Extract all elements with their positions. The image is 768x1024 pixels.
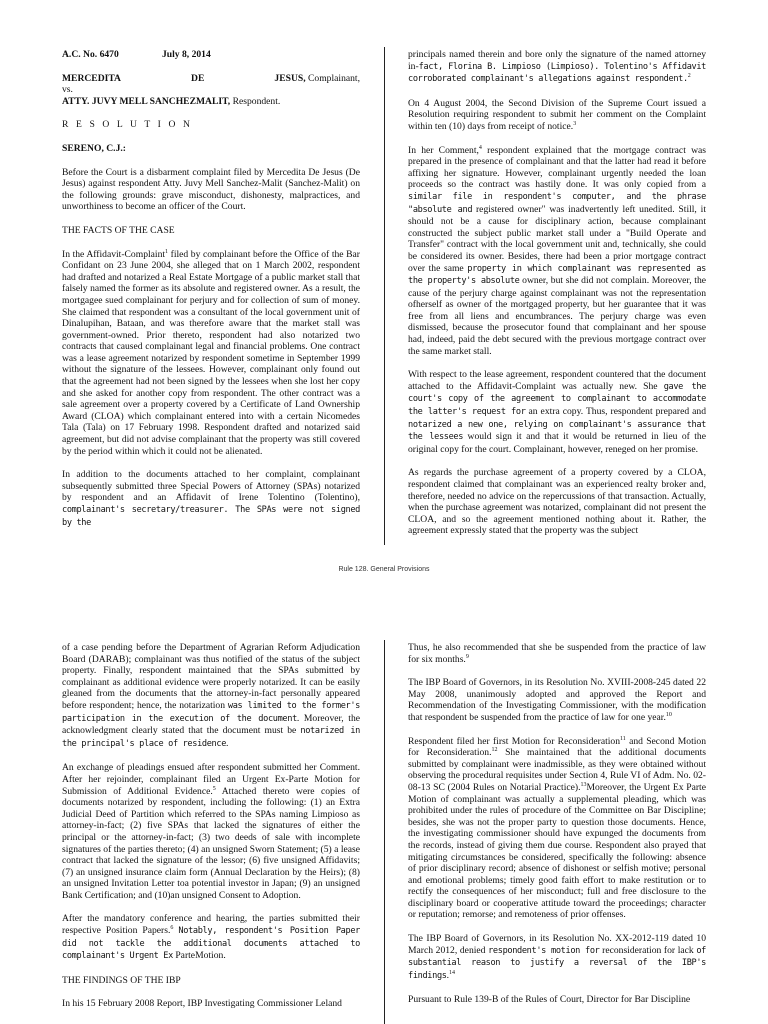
l3-text-d: ParteMotion. xyxy=(172,950,226,962)
r2-text: On 4 August 2004, the Second Division of the Supreme Court issued a Resolution requiring respondent to submit her comment on the Complaint within ten (10) days from receipt of notice. xyxy=(408,97,706,132)
footnote-ref-14: 14 xyxy=(449,969,455,976)
resolution-title: R E S O L U T I O N xyxy=(62,119,193,131)
page-footer: Rule 128. General Provisions xyxy=(338,566,430,573)
case-header xyxy=(62,49,360,61)
column-divider-bottom xyxy=(384,640,385,1024)
case-number: A.C. No. 6470 xyxy=(62,49,119,60)
top-left-column xyxy=(62,49,360,541)
l1-text-c: . Moreover, the acknowledgment clearly stated that the document must be xyxy=(62,712,360,737)
l2-text-a: An exchange of pleadings ensued after respondent submitted her Comment. After her rejoinder, complainant filed an Urgent Ex-Parte Motion for Submission of Additional Evidence. xyxy=(62,762,360,797)
l2-text-b: Attached thereto were copies of documents notarized by respondent, including the following: (1) an Extra Judicial Deed of Partition which referred to the SPAs naming Limpioso as attorney-in-fact; (2) five SPAs that lacked the signatures of either the principal or the attorney-in-fact; (3) two deeds of sale with incomplete signatures of the parties thereto; (4) an unsigned Sworn Statement; (5) a lease contract that lacked the signature of the lessor; (6) five unsigned Affidavits; (7) an unsigned insurance claim form (Annual Declaration by the Heirs); (8) an unsigned Invitation Letter toa potential investor in Japan; (9) an unsigned Bank Certification; and (10)an unsigned Consent to Adoption. xyxy=(62,785,360,901)
party1-c-wrap xyxy=(274,73,360,85)
footnote-ref-12: 12 xyxy=(491,746,498,753)
br4-text-a: The IBP Board of Governors, in its Resolution No. XX-2012-119 dated 10 March 2012, denied xyxy=(408,933,706,956)
ponente: SERENO, C.J.: xyxy=(62,142,126,154)
footnote-ref-1: 1 xyxy=(165,248,169,255)
footnote-ref-10: 10 xyxy=(665,711,672,718)
r3-text-f: owner, but she did not complain. Moreover, the cause of the perjury charge against complainant was not the representation ofherself as owner of the mortgaged property, but her guarantee that it was free from all liens and encumbrances. The perjury charge was even dismissed, because the prosecutor found that complainant and her spouse had, indeed, paid the debt secured with the previous mortgage contract over the same market stall. xyxy=(408,275,706,357)
br4-text-b: respondent's motion for xyxy=(488,945,600,956)
r4-text-c: an extra copy. Thus, respondent prepared and xyxy=(525,406,706,418)
r1-text-a: principals named therein and bore only the signature of the named attorney in- xyxy=(408,49,706,72)
right-paragraph-5: As regards the purchase agreement of a property covered by a CLOA, respondent claimed that complainant was an experienced realty broker and, therefore, needed no advice on the repercussions of that transaction. Actually, when the purchase agreement was notarized, complainant did not present the CLOA, and so the agreement mentioned nothing about it. Rather, the agreement expressly stated that the property was the subject xyxy=(408,467,706,537)
bottom-right-paragraph-4 xyxy=(408,933,706,982)
p3-text-b: complainant's secretary/treasurer. The SPAs were not signed by the xyxy=(62,505,360,528)
bottom-right-paragraph-3 xyxy=(408,736,706,922)
l3-text-a: After the mandatory conference and hearing, the parties submitted their respective Position Papers. xyxy=(62,913,360,937)
br3-text-d: Moreover, the Urgent Ex Parte Motion of complainant was actually a supplemental pleading, which was prohibited under the rules of procedure of the Committee on Bar Discipline; besides, she was not the proper party to question those documents. Hence, the investigating commissioner should have expunged the documents from the records, instead of giving them due course. Respondent also prayed that mitigating circumstances be considered, specifically the following: absence of prior disciplinary record; absence of dishonest or selfish motive; personal and emotional problems; timely good faith effort to make restitution or to rectify the consequences of her misconduct; full and free disclosure to the disciplinary board or cooperative attitude toward the proceedings; character or reputation; remorse; and remoteness of prior offenses. xyxy=(408,781,706,921)
br2-text: The IBP Board of Governors, in its Resolution No. XVIII-2008-245 dated 22 May 2008, unanimously adopted and approved the Report and Recommendation of the Investigating Commissioner, with the modification that respondent be suspended from the practice of law for one year. xyxy=(408,677,706,723)
r3-text-b: respondent explained that the mortgage contract was prepared in the presence of complainant and that the latter had read it before affixing her signature. However, complainant urgently needed the loan proceeds so the contract was hastily done. It was only copied from a xyxy=(408,144,706,191)
bottom-right-paragraph-2 xyxy=(408,677,706,723)
bottom-left-paragraph-1 xyxy=(62,642,360,750)
footnote-ref-13: 13 xyxy=(580,781,587,788)
r4-text-a: With respect to the lease agreement, respondent countered that the document attached to the Affidavit-Complaint was actually new. She xyxy=(408,369,706,392)
br3-text-a: Respondent filed her first Motion for Reconsideration xyxy=(408,735,621,747)
footnote-ref-3: 3 xyxy=(573,120,577,127)
complainant-line xyxy=(62,73,360,85)
intro-paragraph: Before the Court is a disbarment complaint filed by Mercedita De Jesus (De Jesus) against respondent Atty. Juvy Mell Sanchez-Malit (Sanchez-Malit) on the following grounds: grave misconduct, dishonesty, malpractices, and unworthiness to become an officer of the Court. xyxy=(62,166,360,213)
right-paragraph-3 xyxy=(408,145,706,358)
case-date: July 8, 2014 xyxy=(162,49,211,60)
versus: vs. xyxy=(62,84,73,96)
footnote-ref-11: 11 xyxy=(620,735,626,742)
r4-text-b: gave the court's copy of the agreement to complainant to accommodate the latter's request for xyxy=(408,381,706,418)
bottom-right-paragraph-1 xyxy=(408,642,706,665)
l1-text-d: notarized in the principal's place of residence xyxy=(62,726,360,749)
bottom-left-paragraph-2 xyxy=(62,762,360,901)
bottom-right-paragraph-5: Pursuant to Rule 139-B of the Rules of Court, Director for Bar Discipline xyxy=(408,994,691,1006)
party1-c: JESUS, xyxy=(274,72,306,84)
l3-text-c: Notably, respondent's Position Paper did not tackle the additional documents attached to complainant's Urgent Ex xyxy=(62,926,360,962)
page-bottom xyxy=(0,600,768,1024)
bottom-right-column xyxy=(408,642,706,1018)
footnote-ref-2: 2 xyxy=(687,73,691,79)
respondent-line xyxy=(62,96,360,108)
party2-role: Respondent. xyxy=(230,95,281,107)
party2: ATTY. JUVY MELL SANCHEZMALIT, xyxy=(62,95,231,107)
findings-heading: THE FINDINGS OF THE IBP xyxy=(62,974,181,986)
l1-text-b: was limited to the former's participation in the execution of the document xyxy=(62,700,360,724)
l1-text-a: of a case pending before the Department of Agrarian Reform Adjudication Board (DARAB); complainant was thus notified of the status of the subject property. Finally, respondent maintained that the SPAs submitted by complainant as additional evidence were properly notarized. It can be easily gleaned from the documents that the attorney-in-fact personally appeared before respondent; hence, the notarization xyxy=(62,642,360,711)
br3-text-c: She maintained that the additional documents submitted by complainant were inadmissible, as they were obtained without observing the procedural requisites under Section 4, Rule VI of Adm. No. 02-08-13 SC (2004 Rules on Notarial Practice). xyxy=(408,747,706,793)
br4-text-e: . xyxy=(446,969,449,981)
p3-text-a: In addition to the documents attached to her complaint, complainant subsequently submitted three Special Powers of Attorney (SPAs) notarized by respondent and an Affidavit of Irene Tolentino (Tolentino), xyxy=(62,469,360,504)
br3-text-b: and Second Motion for Reconsideration. xyxy=(408,735,706,759)
footnote-ref-4: 4 xyxy=(478,144,482,151)
br4-text-d: of substantial reason to justify a reversal of the IBP's findings xyxy=(408,945,706,981)
r4-text-e: would sign it and that it would be returned in lieu of the original copy for the court. Complainant, however, reneged on her promise. xyxy=(408,431,706,455)
top-right-column xyxy=(408,49,706,549)
r3-text-a: In her Comment, xyxy=(408,144,479,156)
r3-text-c: similar file in respondent's computer, and the phrase "absolute and xyxy=(408,191,706,215)
party1-a: MERCEDITA xyxy=(62,72,121,84)
p2-text-a: In the Affidavit-Complaint xyxy=(62,248,166,260)
column-divider xyxy=(384,47,385,545)
r1-text-b: fact, Florina B. Limpioso (Limpioso). Tolentino's Affidavit corroborated complainant's allegations against respondent. xyxy=(408,61,706,85)
party1-role: Complainant, xyxy=(305,72,360,84)
footnote-ref-5: 5 xyxy=(212,785,216,792)
br4-text-c: reconsideration for lack xyxy=(599,944,697,956)
facts-paragraph-1 xyxy=(62,249,360,458)
r4-text-d: notarized a new one, relying on complainant's assurance that the lessees xyxy=(408,419,706,443)
bottom-left-column xyxy=(62,642,360,1022)
right-paragraph-1 xyxy=(408,49,706,86)
footnote-ref-6: 6 xyxy=(170,924,174,931)
footnote-ref-9: 9 xyxy=(465,653,469,660)
bottom-left-paragraph-3 xyxy=(62,913,360,962)
bottom-left-paragraph-4: In his 15 February 2008 Report, IBP Investigating Commissioner Leland xyxy=(62,998,342,1010)
facts-paragraph-2 xyxy=(62,469,360,529)
right-paragraph-4 xyxy=(408,369,706,455)
br1-text: Thus, he also recommended that she be suspended from the practice of law for six months. xyxy=(408,642,706,665)
facts-heading: THE FACTS OF THE CASE xyxy=(62,224,175,236)
party1-b: DE xyxy=(191,72,205,84)
l1-text-e: . xyxy=(226,737,229,749)
r3-text-e: property in which complainant was represented as the property's absolute xyxy=(408,263,706,287)
p2-text-b: filed by complainant before the Office of the Bar Confidant on 23 June 2004, she alleged that on 1 March 2002, respondent had drafted and notarized a Real Estate Mortgage of a public market stall that falsely named the former as its absolute and registered owner. As a result, the mortgagee sued complainant for perjury and for collection of sum of money. She claimed that respondent was a consultant of the local government unit of Dinalupihan, Bataan, and was therefore aware that the market stall was government-owned. Prior thereto, respondent had also notarized two contracts that caused complainant legal and financial problems. One contract was a lease agreement notarized by respondent sometime in September 1999 without the signature of the lessees. However, complainant only found out that the agreement had not been signed by the lessees when she lost her copy and she asked for another copy from respondent. The other contract was a sale agreement over a property covered by a Certificate of Land Ownership Award (CLOA) which complainant entered into with a certain Nicomedes Tala (Tala) on 17 February 1998. Respondent drafted and notarized said agreement, but did not advise complainant that the property was still covered by the period within which it could not be alienated. xyxy=(62,248,360,457)
r3-text-d: registered owner" was inadvertently left unedited. Still, it should not be a cause for disciplinary action, because complainant constructed the subject public market stall under a "Build Operate and Transfer" contract with the local government unit and, technically, she could be considered its owner. Besides, there had been a prior mortgage contract over the same xyxy=(408,203,706,274)
right-paragraph-2 xyxy=(408,98,706,133)
